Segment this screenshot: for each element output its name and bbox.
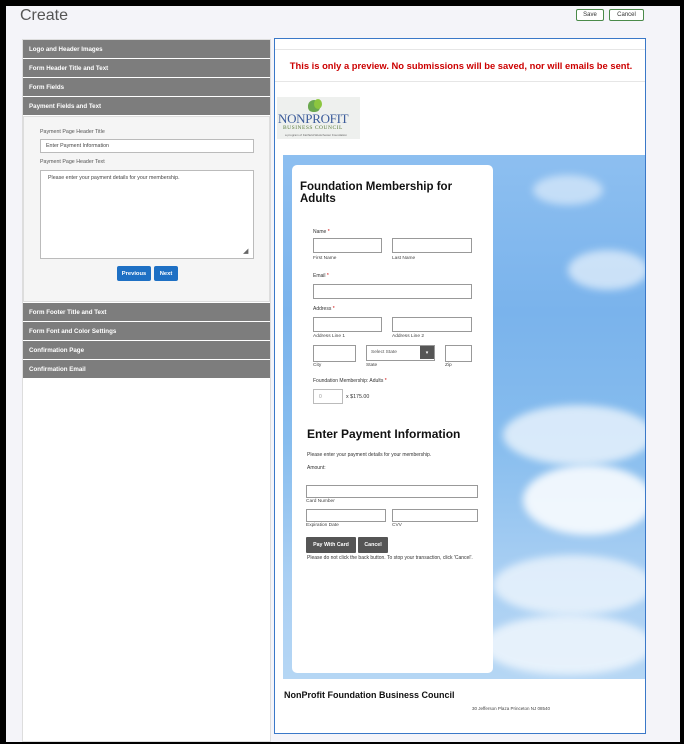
pay-with-card-button[interactable]: Pay With Card — [306, 537, 356, 553]
payment-title: Enter Payment Information — [307, 427, 461, 441]
previous-button[interactable]: Previous — [117, 266, 151, 281]
address-line1-input[interactable] — [313, 317, 382, 332]
header-text-textarea[interactable] — [40, 170, 254, 259]
email-input[interactable] — [313, 284, 472, 299]
next-button[interactable]: Next — [154, 266, 178, 281]
unit-price: x $175.00 — [346, 394, 370, 400]
address-line2-input[interactable] — [392, 317, 472, 332]
city-caption: City — [313, 363, 322, 368]
section-font-color[interactable]: Form Font and Color Settings — [23, 322, 270, 340]
payment-cancel-button[interactable]: Cancel — [358, 537, 388, 553]
chevron-down-icon: ▾ — [420, 346, 434, 359]
section-confirmation-email[interactable]: Confirmation Email — [23, 360, 270, 378]
section-confirmation-page[interactable]: Confirmation Page — [23, 341, 270, 359]
section-form-footer[interactable]: Form Footer Title and Text — [23, 303, 270, 321]
save-button[interactable]: Save — [576, 9, 604, 21]
zip-caption: Zip — [445, 363, 452, 368]
settings-sidebar — [22, 39, 271, 742]
preview-warning: This is only a preview. No submissions will be saved, nor will emails be sent. — [275, 49, 646, 82]
quantity-input[interactable]: 0 — [313, 389, 343, 404]
section-logo-header-images[interactable]: Logo and Header Images — [23, 40, 270, 58]
membership-label: Foundation Membership: Adults * — [313, 378, 387, 384]
payment-text: Please enter your payment details for your membership. — [307, 452, 432, 458]
card-number-caption: Card Number — [306, 499, 335, 504]
email-label: Email * — [313, 273, 329, 279]
city-input[interactable] — [313, 345, 356, 362]
form-title: Foundation Membership for Adults — [300, 181, 453, 205]
card-number-input[interactable] — [306, 485, 478, 498]
payment-fields-panel — [23, 116, 270, 302]
nonprofit-logo — [277, 97, 360, 139]
form-preview — [274, 38, 646, 734]
zip-input[interactable] — [445, 345, 472, 362]
address-line2-caption: Address Line 2 — [392, 334, 424, 339]
amount-label: Amount: — [307, 465, 326, 471]
header-text-value: Please enter your payment details for your membership. — [48, 175, 180, 181]
payment-notice: Please do not click the back button. To stop your transaction, click 'Cancel'. — [307, 555, 473, 561]
section-form-header-title[interactable]: Form Header Title and Text — [23, 59, 270, 77]
resize-handle-icon[interactable]: ◢ — [243, 248, 249, 255]
expiration-input[interactable] — [306, 509, 386, 522]
expiration-caption: Expiration Date — [306, 523, 339, 528]
last-name-caption: Last Name — [392, 256, 416, 261]
header-text-label: Payment Page Header Text — [40, 159, 105, 165]
state-caption: State — [366, 363, 378, 368]
footer-title: NonProfit Foundation Business Council — [284, 690, 455, 700]
state-select-value: Select State — [371, 350, 397, 355]
first-name-input[interactable] — [313, 238, 382, 253]
membership-form-card — [292, 165, 493, 673]
address-label: Address * — [313, 306, 335, 312]
state-select[interactable] — [366, 345, 435, 361]
name-label: Name * — [313, 229, 330, 235]
logo-text: NONPROFIT — [278, 111, 349, 126]
first-name-caption: First Name — [313, 256, 337, 261]
page-title: Create — [20, 7, 69, 24]
footer-address: 30 Jefferson Plaza Princeton NJ 08540 — [472, 706, 550, 711]
cvv-caption: CVV — [392, 523, 402, 528]
logo-subtext: BUSINESS COUNCIL — [283, 125, 343, 131]
header-title-label: Payment Page Header Title — [40, 129, 105, 135]
section-payment-fields[interactable]: Payment Fields and Text — [23, 97, 270, 115]
logo-tagline: a program of Fairfield-Westchester Foundation — [285, 133, 347, 137]
last-name-input[interactable] — [392, 238, 472, 253]
cvv-input[interactable] — [392, 509, 478, 522]
section-form-fields[interactable]: Form Fields — [23, 78, 270, 96]
cancel-button[interactable]: Cancel — [609, 9, 644, 21]
address-line1-caption: Address Line 1 — [313, 334, 345, 339]
header-title-input[interactable]: Enter Payment Information — [40, 139, 254, 153]
app-frame — [6, 6, 680, 742]
